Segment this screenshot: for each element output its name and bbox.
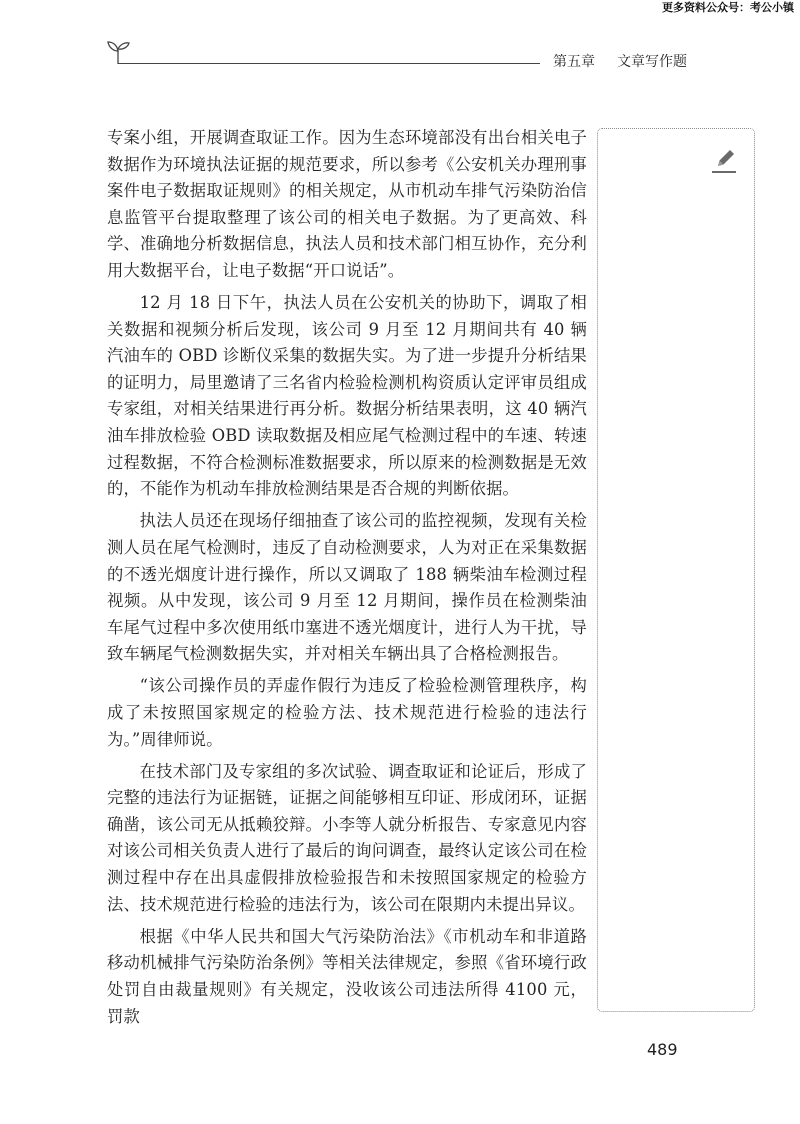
chapter-number: 第五章 [553, 54, 595, 70]
notes-margin-box [597, 128, 755, 1012]
sprout-icon [103, 36, 133, 66]
header-rule [118, 63, 540, 64]
paragraph: 执法人员还在现场仔细抽查了该公司的监控视频，发现有关检测人员在尾气检测时，违反了自动检测要求，人为对正在采集数据的不透光烟度计进行操作，所以又调取了 188 辆柴油车检测过程视频。从中发现，该公司 9 月至 12 月期间，操作员在检测柴油车尾气过程中多次使用纸巾塞进不透光烟度计，进行人为干扰，导致车辆尾气检测数据失实，并对相关车辆出具了合格检测报告。 [107, 511, 587, 664]
paragraph: 在技术部门及专家组的多次试验、调查取证和论证后，形成了完整的违法行为证据链，证据之间能够相互印证、形成闭环，证据确凿，该公司无从抵赖狡辩。小李等人就分析报告、专家意见内容对该公司相关负责人进行了最后的询问调查，最终认定该公司在检测过程中存在出具虚假排放检验报告和未按照国家规定的检验方法、技术规范进行检验的违法行为，该公司在限期内未提出异议。 [107, 761, 587, 914]
body-text [107, 125, 587, 1036]
pencil-icon [708, 144, 740, 176]
paragraph: “该公司操作员的弄虚作假行为违反了检验检测管理秩序，构成了未按照国家规定的检验方法、技术规范进行检验的违法行为。”周律师说。 [107, 676, 587, 749]
promo-note: 更多资料公众号：考公小镇 [662, 1, 794, 14]
page-number: 489 [647, 1040, 678, 1059]
paragraph: 根据《中华人民共和国大气污染防治法》《市机动车和非道路移动机械排气污染防治条例》等相关法律规定，参照《省环境行政处罚自由裁量规则》有关规定，没收该公司违法所得 4100 元，罚款 [107, 926, 587, 1026]
chapter-title: 文章写作题 [617, 54, 687, 70]
running-header [553, 51, 687, 71]
paragraph: 专案小组，开展调查取证工作。因为生态环境部没有出台相关电子数据作为环境执法证据的规范要求，所以参考《公安机关办理刑事案件电子数据取证规则》的相关规定，从市机动车排气污染防治信息监管平台提取整理了该公司的相关电子数据。为了更高效、科学、准确地分析数据信息，执法人员和技术部门相互协作，充分利用大数据平台，让电子数据“开口说话”。 [107, 128, 587, 280]
paragraph: 12 月 18 日下午，执法人员在公安机关的协助下，调取了相关数据和视频分析后发现，该公司 9 月至 12 月期间共有 40 辆汽油车的 OBD 诊断仪采集的数据失实。为了进一步提升分析结果的证明力，局里邀请了三名省内检验检测机构资质认定评审员组成专家组，对相关结果进行再分析。数据分析结果表明，这 40 辆汽油车排放检验 OBD 读取数据及相应尾气检测过程中的车速、转速过程数据，不符合检测标准数据要求，所以原来的检测数据是无效的，不能作为机动车排放检测结果是否合规的判断依据。 [107, 293, 587, 499]
